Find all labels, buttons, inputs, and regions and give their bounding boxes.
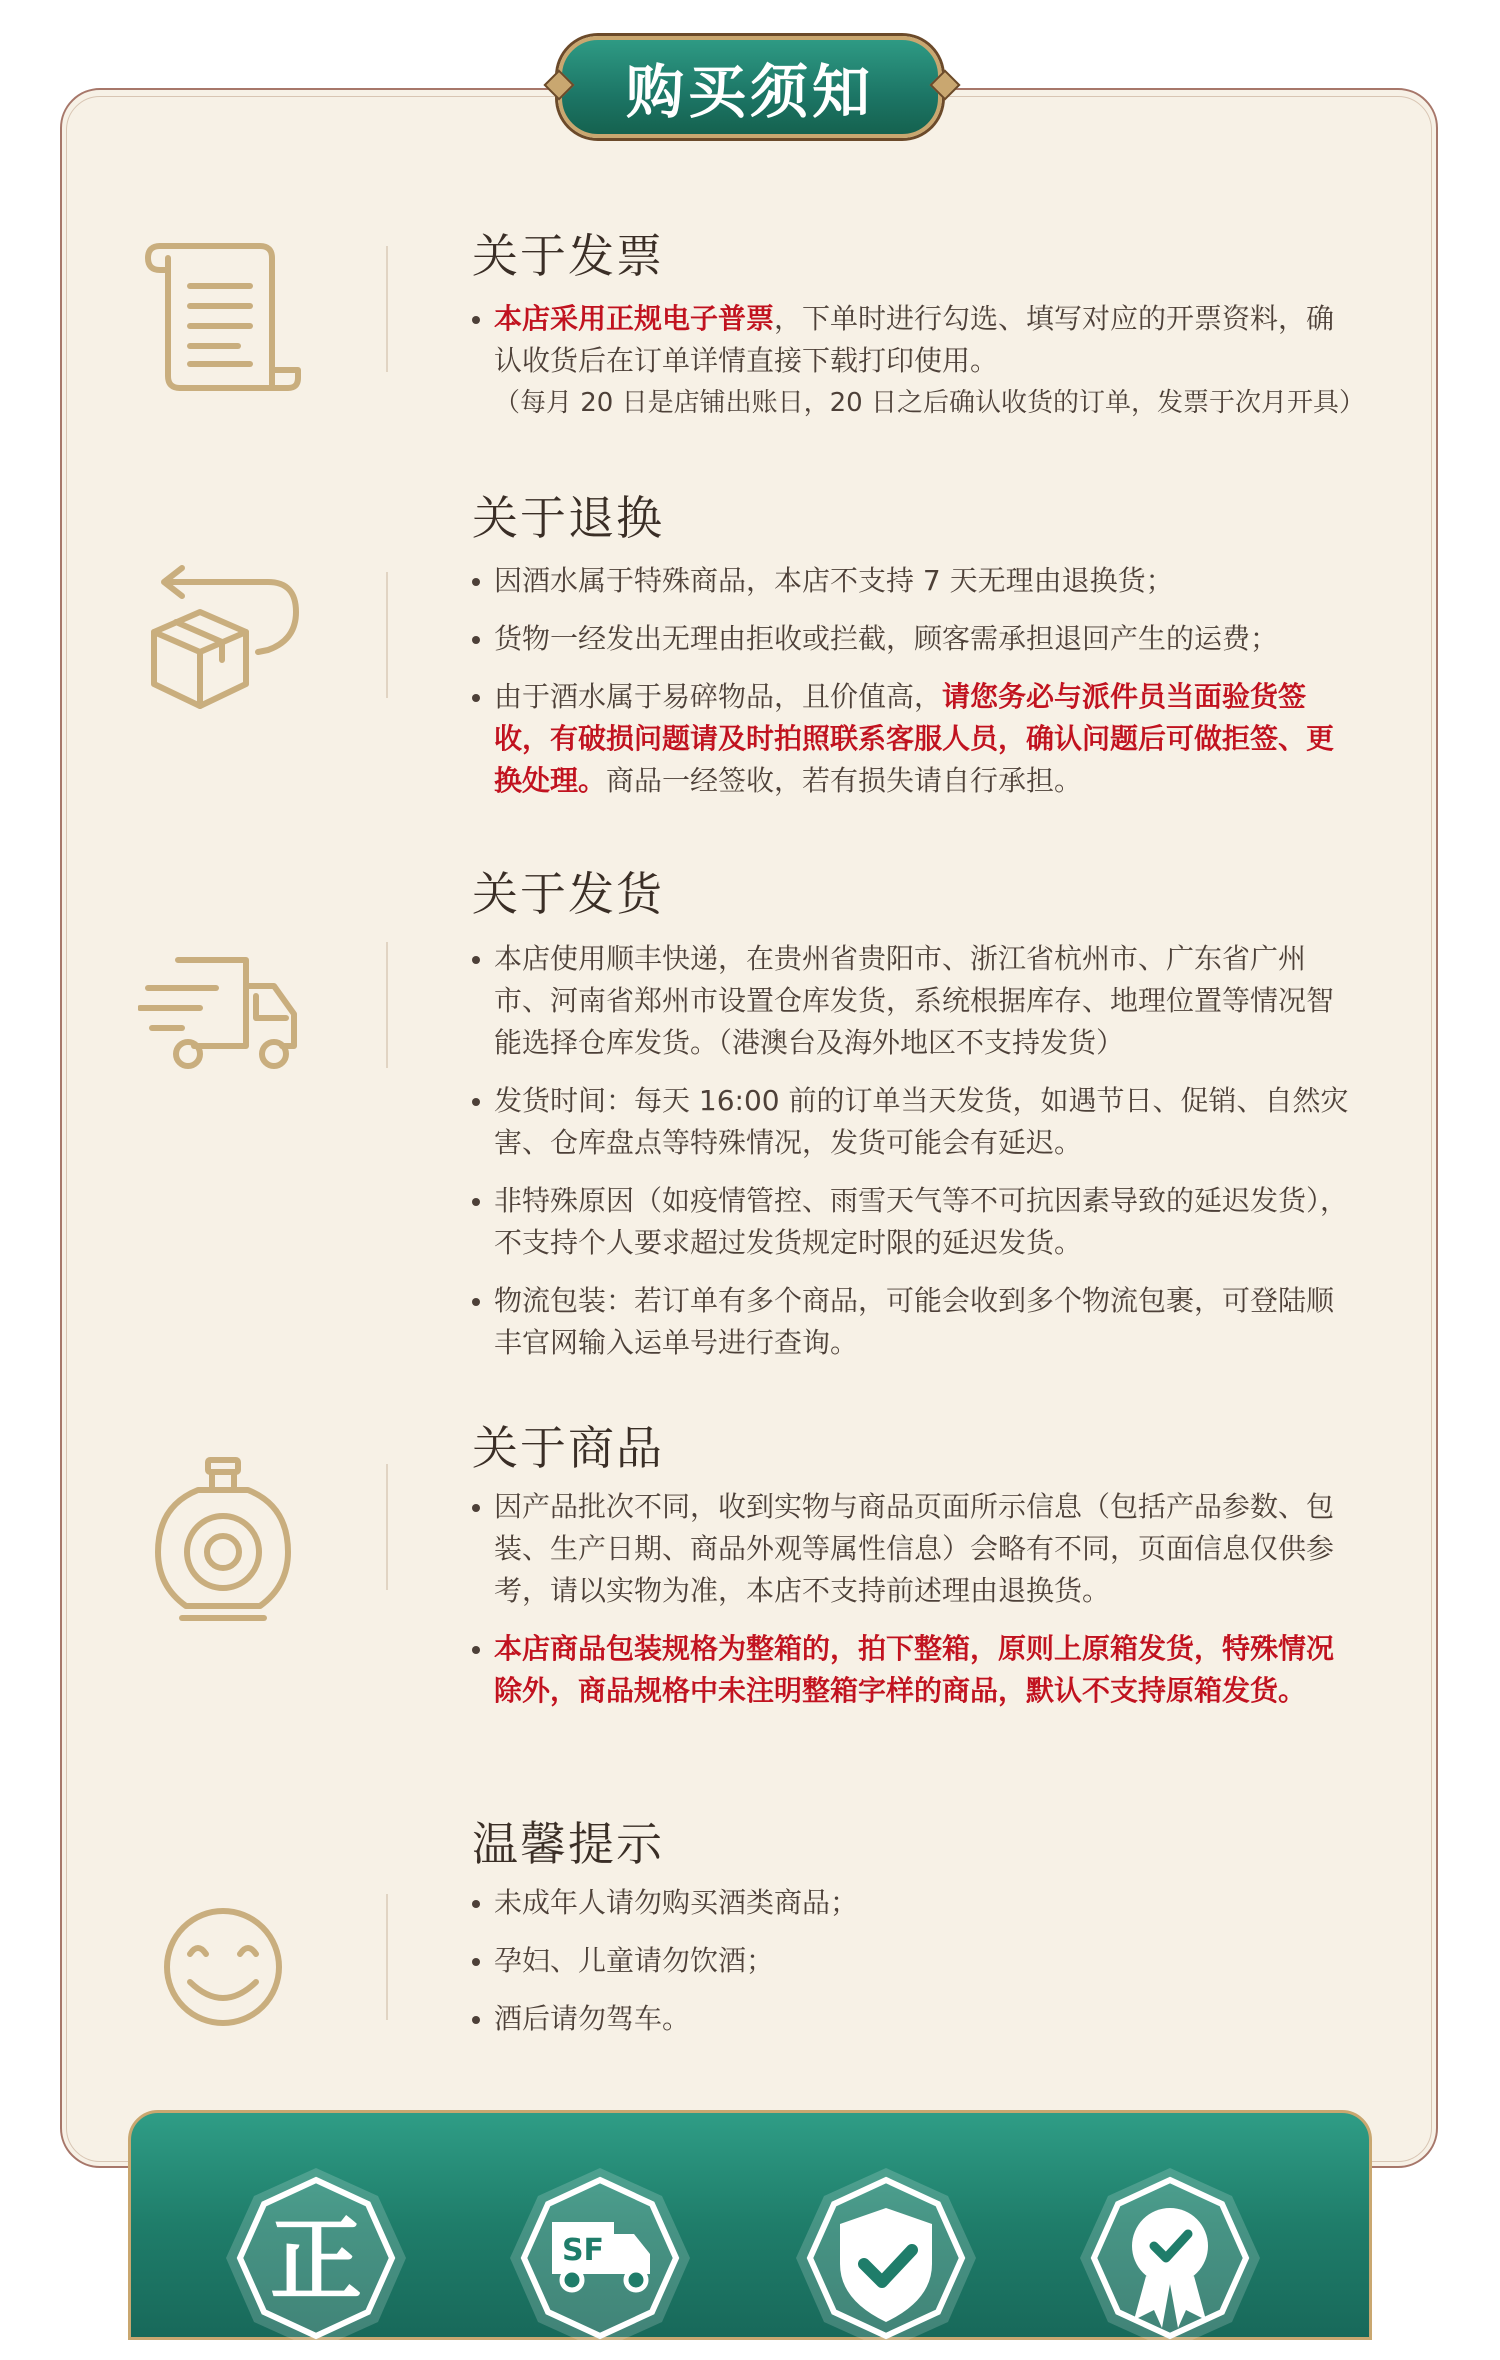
invoice-note: （每月 20 日是店铺出账日，20 日之后确认收货的订单，发票于次月开具）: [494, 388, 1365, 418]
list-item: 货物一经发出无理由拒收或拦截，顾客需承担退回产生的运费；: [470, 618, 1360, 660]
list-item: 酒后请勿驾车。: [470, 1998, 1360, 2040]
list-item: 物流包装：若订单有多个商品，可能会收到多个物流包裹，可登陆顺丰官网输入运单号进行查询。: [470, 1280, 1360, 1364]
section-title: 关于退换: [472, 491, 664, 545]
section-divider: [386, 1894, 388, 2020]
highlight-text: 本店采用正规电子普票: [494, 302, 775, 335]
list-item: 孕妇、儿童请勿饮酒；: [470, 1940, 1360, 1982]
return-box-icon: [138, 560, 308, 730]
item-text: 商品一经签收，若有损失请自行承担。: [606, 764, 1083, 797]
highlight-text: 本店商品包装规格为整箱的，拍下整箱，原则上原箱发货，特殊情况除外，商品规格中未注明整箱字样的商品，默认不支持原箱发货。: [494, 1632, 1335, 1707]
highlight-text: 请您务必与派件员当面验货签收，有破损问题请及时拍照联系客服人员，确认问题后可做拒签、更换处理。: [494, 680, 1335, 797]
delivery-truck-icon: [138, 930, 308, 1100]
section-title: 关于发票: [472, 229, 664, 283]
list-item: [470, 1628, 1360, 1712]
section-divider: [386, 1464, 388, 1590]
authentic-badge: [216, 2160, 416, 2360]
list-item: [470, 298, 1365, 424]
section-divider: [386, 942, 388, 1068]
section-divider: [386, 572, 388, 698]
bullet-list: [470, 938, 1360, 1380]
header-badge: [558, 36, 942, 138]
quality-award-badge: [1070, 2160, 1270, 2360]
page-title: 购买须知: [625, 58, 874, 126]
list-item: 未成年人请勿购买酒类商品；: [470, 1882, 1360, 1924]
section-title: 关于发货: [472, 867, 664, 921]
bullet-list: [470, 298, 1365, 440]
item-text: ，下单时进行勾选、填写对应的开票资料，确认收货后在订单详情直接下载打印使用。: [494, 302, 1335, 377]
liquor-bottle-icon: [138, 1456, 308, 1626]
scroll-document-icon: [138, 238, 308, 408]
item-text: 由于酒水属于易碎物品，且价值高，: [494, 680, 943, 713]
section-title: 关于商品: [472, 1421, 664, 1475]
section-title: 温馨提示: [472, 1817, 664, 1871]
list-item: 因酒水属于特殊商品，本店不支持 7 天无理由退换货；: [470, 560, 1360, 602]
authentic-badge-label: 正: [269, 2207, 363, 2314]
list-item: 因产品批次不同，收到实物与商品页面所示信息（包括产品参数、包装、生产日期、商品外观等属性信息）会略有不同，页面信息仅供参考，请以实物为准，本店不支持前述理由退换货。: [470, 1486, 1360, 1612]
sf-badge-label: SF: [561, 2233, 605, 2268]
sf-express-badge: [500, 2160, 700, 2360]
list-item: 发货时间：每天 16:00 前的订单当天发货，如遇节日、促销、自然灾害、仓库盘点等特殊情况，发货可能会有延迟。: [470, 1080, 1360, 1164]
bullet-list: [470, 1486, 1360, 1728]
smiley-face-icon: [138, 1882, 308, 2052]
list-item: [470, 676, 1360, 802]
bullet-list: [470, 560, 1360, 818]
shield-check-badge: [786, 2160, 986, 2360]
list-item: 非特殊原因（如疫情管控、雨雪天气等不可抗因素导致的延迟发货），不支持个人要求超过发货规定时限的延迟发货。: [470, 1180, 1360, 1264]
list-item: 本店使用顺丰快递，在贵州省贵阳市、浙江省杭州市、广东省广州市、河南省郑州市设置仓库发货，系统根据库存、地理位置等情况智能选择仓库发货。（港澳台及海外地区不支持发货）: [470, 938, 1360, 1064]
bullet-list: [470, 1882, 1360, 2056]
section-divider: [386, 246, 388, 372]
